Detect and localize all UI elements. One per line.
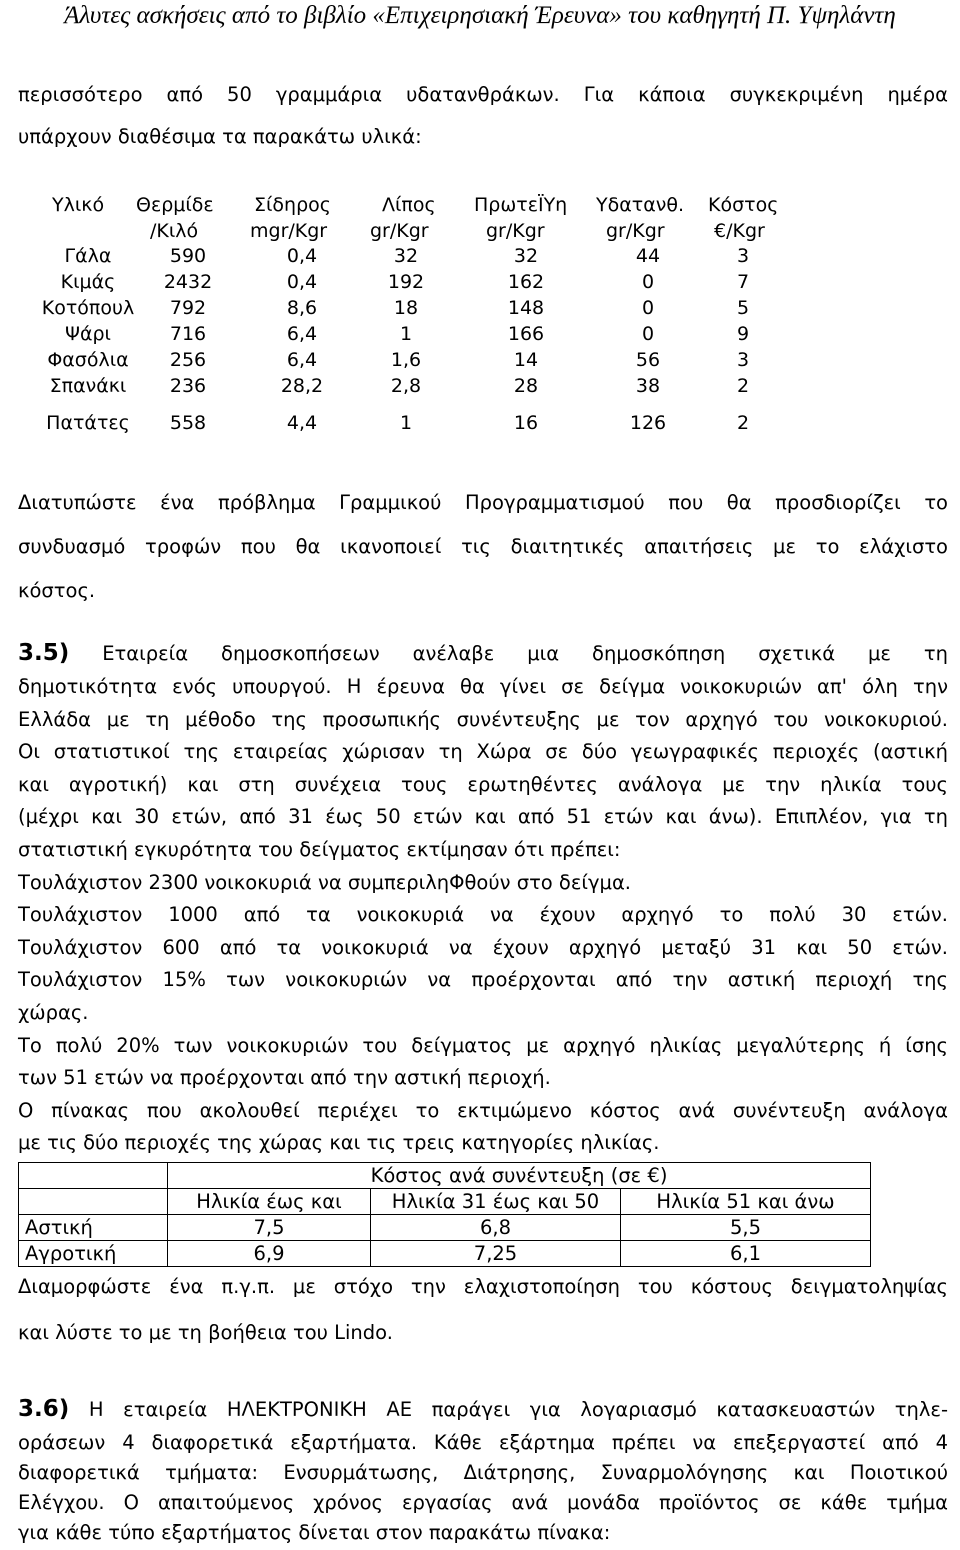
- lindo-line-1: Διαμορφώστε ένα π.γ.π. με στόχο την ελαχιστοποίηση του κόστους δειγματοληψίας: [18, 1275, 948, 1298]
- nutrition-cell: 256: [169, 349, 207, 371]
- nutrition-cell: 192: [387, 271, 425, 293]
- nutrition-row: [0, 375, 960, 401]
- nutrition-row-material: Φασόλια: [47, 349, 129, 371]
- ex35-first-line-text: Εταιρεία δημοσκοπήσεων ανέλαβε μια δημοσκόπηση σχετικά με τη: [102, 642, 948, 665]
- nutrition-cell: 6,4: [286, 349, 318, 371]
- cost-cell: 6,1: [621, 1241, 871, 1267]
- cost-table-title-row: [19, 1163, 871, 1189]
- ex35-line: δημοτικότητα ενός υπουργού. Η έρευνα θα γίνει σε δείγμα νοικοκυριών απ' όλη την: [18, 675, 948, 698]
- nutrition-cell: 8,6: [286, 297, 318, 319]
- nutrition-row-material: Ψάρι: [65, 323, 111, 345]
- ex35-line: Τουλάχιστον 15% των νοικοκυριών να προέρχονται από την αστική περιοχή της: [18, 968, 948, 992]
- interview-cost-table: [18, 1162, 871, 1267]
- nutrition-cell: 56: [635, 349, 661, 371]
- ex36-line: διαφορετικά τμήματα: Ενσυρμάτωσης, Διάτρησης, Συναρμολόγησης και Ποιοτικού: [18, 1461, 948, 1484]
- ex35-line: Τουλάχιστον 2300 νοικοκυριά να συμπεριληΦθούν στο δείγμα.: [18, 870, 632, 894]
- nutrition-cell: 236: [169, 375, 207, 397]
- cost-cell: 7,25: [371, 1241, 621, 1267]
- nutrition-row: [0, 297, 960, 323]
- ex35-line: Τουλάχιστον 600 από τα νοικοκυριά να έχουν αρχηγό μεταξύ 31 και 50 ετών.: [18, 935, 948, 959]
- cost-row-rural: [19, 1241, 871, 1267]
- ex35-number: 3.5): [18, 640, 70, 666]
- ex35-line: των 51 ετών να προέρχονται από την αστική περιοχή.: [18, 1066, 551, 1090]
- col-header-iron: Σίδηρος: [254, 194, 331, 216]
- nutrition-cell: 0: [641, 323, 655, 345]
- nutrition-cell: 162: [507, 271, 545, 293]
- intro-line-1: περισσότερο από 50 γραμμάρια υδατανθράκων. Για κάποια συγκεκριμένη ημέρα: [18, 83, 948, 106]
- cost-cell: 7,5: [168, 1215, 371, 1241]
- nutrition-cell: 716: [169, 323, 207, 345]
- col-unit-fat: gr/Kgr: [370, 220, 429, 242]
- cost-table-blank: [19, 1189, 168, 1215]
- ex35-first-line: [18, 636, 948, 671]
- col-header-fat: Λίπος: [382, 194, 436, 216]
- nutrition-cell: 590: [169, 245, 207, 267]
- cost-cell: 5,5: [621, 1215, 871, 1241]
- nutrition-row-material: Σπανάκι: [49, 375, 127, 397]
- lindo-line-2: και λύστε το με τη βοήθεια του Lindo.: [18, 1321, 393, 1344]
- cost-row-urban: [19, 1215, 871, 1241]
- col-header-carbs: Υδατανθ.: [596, 194, 684, 216]
- nutrition-row: [0, 271, 960, 297]
- nutrition-cell: 32: [393, 245, 419, 267]
- nutrition-cell: 0: [641, 297, 655, 319]
- cost-col-age-30: Ηλικία έως και: [168, 1189, 371, 1215]
- ex35-line: Ο πίνακας που ακολουθεί περιέχει το εκτιμώμενο κόστος ανά συνέντευξη ανάλογα: [18, 1098, 948, 1122]
- nutrition-cell: 126: [629, 412, 667, 434]
- cost-cell: 6,8: [371, 1215, 621, 1241]
- nutrition-cell: 2: [736, 412, 750, 434]
- nutrition-cell: 3: [736, 349, 750, 371]
- col-header-cost: Κόστος: [708, 194, 779, 216]
- col-unit-protein: gr/Kgr: [486, 220, 545, 242]
- cost-table-corner: [19, 1163, 168, 1189]
- nutrition-header-row-2: [0, 220, 960, 246]
- formulate-line-1: Διατυπώστε ένα πρόβλημα Γραμμικού Προγραμματισμού που θα προσδιορίζει το: [18, 491, 948, 514]
- intro-line-2: υπάρχουν διαθέσιμα τα παρακάτω υλικά:: [18, 125, 422, 148]
- ex35-line: και αγροτική) και στη συνέχεια τους ερωτηθέντες ανάλογα με την ηλικία τους: [18, 772, 948, 796]
- nutrition-cell: 148: [507, 297, 545, 319]
- nutrition-cell: 28: [513, 375, 539, 397]
- col-unit-iron: mgr/Kgr: [250, 220, 328, 242]
- nutrition-row-material: Κοτόπουλ: [41, 297, 135, 319]
- ex36-line: για κάθε τύπο εξαρτήματος δίνεται στον παρακάτω πίνακα:: [18, 1521, 611, 1544]
- nutrition-row-material: Κιμάς: [60, 271, 116, 293]
- ex35-line: Ελλάδα με τη μέθοδο της προσωπικής συνέντευξης με τον αρχηγό του νοικοκυριού.: [18, 707, 948, 731]
- ex36-line: Ελέγχου. Ο απαιτούμενος χρόνος εργασίας ανά μονάδα προϊόντος σε κάθε τμήμα: [18, 1491, 948, 1514]
- cost-table-header-row: [19, 1189, 871, 1215]
- formulate-line-2: συνδυασμό τροφών που θα ικανοποιεί τις διαιτητικές απαιτήσεις με το ελάχιστο: [18, 535, 948, 558]
- nutrition-cell: 1: [399, 412, 413, 434]
- nutrition-cell: 0,4: [286, 271, 318, 293]
- ex36-first-line: [18, 1392, 948, 1427]
- cost-col-age-31-50: Ηλικία 31 έως και 50: [371, 1189, 621, 1215]
- nutrition-cell: 558: [169, 412, 207, 434]
- nutrition-cell: 28,2: [280, 375, 324, 397]
- nutrition-row: [0, 412, 960, 438]
- nutrition-row: [0, 349, 960, 375]
- formulate-line-3: κόστος.: [18, 579, 96, 602]
- col-unit-cost: €/Kgr: [714, 220, 765, 242]
- cost-table-title: Κόστος ανά συνέντευξη (σε €): [168, 1163, 871, 1189]
- nutrition-cell: 2,8: [390, 375, 422, 397]
- nutrition-cell: 166: [507, 323, 545, 345]
- ex36-first-line-text: Η εταιρεία ΗΛΕΚΤΡΟΝΙΚΗ ΑΕ παράγει για λογαριασμό κατασκευαστών τηλε-: [88, 1398, 949, 1421]
- nutrition-row-material: Γάλα: [64, 245, 112, 267]
- nutrition-cell: 2432: [163, 271, 213, 293]
- nutrition-cell: 2: [736, 375, 750, 397]
- col-header-calories: Θερμίδε: [136, 194, 214, 216]
- nutrition-cell: 6,4: [286, 323, 318, 345]
- nutrition-cell: 44: [635, 245, 661, 267]
- nutrition-cell: 16: [513, 412, 539, 434]
- ex35-line: Οι στατιστικοί της εταιρείας χώρισαν τη Χώρα σε δύο γεωγραφικές περιοχές (αστική: [18, 740, 948, 764]
- ex35-line: με τις δύο περιοχές της χώρας και τις τρεις κατηγορίες ηλικίας.: [18, 1131, 660, 1155]
- ex35-line: Τουλάχιστον 1000 από τα νοικοκυριά να έχουν αρχηγό το πολύ 30 ετών.: [18, 903, 948, 927]
- cost-row-label: Αγροτική: [19, 1241, 168, 1267]
- page-header: Άλυτες ασκήσεις από το βιβλίο «Επιχειρησιακή Έρευνα» του καθηγητή Π. Υψηλάντη: [64, 2, 896, 29]
- nutrition-cell: 792: [169, 297, 207, 319]
- nutrition-cell: 38: [635, 375, 661, 397]
- ex36-number: 3.6): [18, 1396, 70, 1422]
- nutrition-cell: 32: [513, 245, 539, 267]
- ex35-line: στατιστική εγκυρότητα του δείγματος εκτίμησαν ότι πρέπει:: [18, 838, 621, 861]
- nutrition-cell: 5: [736, 297, 750, 319]
- col-unit-calories: /Κιλό: [150, 220, 199, 242]
- ex35-line: Το πολύ 20% των νοικοκυριών του δείγματος με αρχηγό ηλικίας μεγαλύτερης ή ίσης: [18, 1033, 948, 1057]
- nutrition-cell: 0: [641, 271, 655, 293]
- nutrition-row: [0, 245, 960, 271]
- cost-cell: 6,9: [168, 1241, 371, 1267]
- cost-col-age-51: Ηλικία 51 και άνω: [621, 1189, 871, 1215]
- nutrition-cell: 7: [736, 271, 750, 293]
- nutrition-row-material: Πατάτες: [46, 412, 130, 434]
- nutrition-cell: 0,4: [286, 245, 318, 267]
- nutrition-cell: 1: [399, 323, 413, 345]
- nutrition-header-row-1: [0, 194, 960, 220]
- nutrition-row: [0, 323, 960, 349]
- nutrition-cell: 1,6: [390, 349, 422, 371]
- col-header-protein: ΠρωτεΪΥη: [474, 194, 568, 216]
- nutrition-cell: 4,4: [286, 412, 318, 434]
- col-unit-carbs: gr/Kgr: [606, 220, 665, 242]
- ex35-line: χώρας.: [18, 1001, 89, 1024]
- nutrition-cell: 9: [736, 323, 750, 345]
- nutrition-cell: 3: [736, 245, 750, 267]
- nutrition-cell: 14: [513, 349, 539, 371]
- ex35-line: (μέχρι και 30 ετών, από 31 έως 50 ετών και από 51 ετών και άνω). Επιπλέον, για τη: [18, 805, 948, 829]
- col-header-material: Υλικό: [52, 194, 105, 216]
- nutrition-cell: 18: [393, 297, 419, 319]
- cost-row-label: Αστική: [19, 1215, 168, 1241]
- ex36-line: οράσεων 4 διαφορετικά εξαρτήματα. Κάθε εξάρτημα πρέπει να επεξεργαστεί από 4: [18, 1431, 948, 1454]
